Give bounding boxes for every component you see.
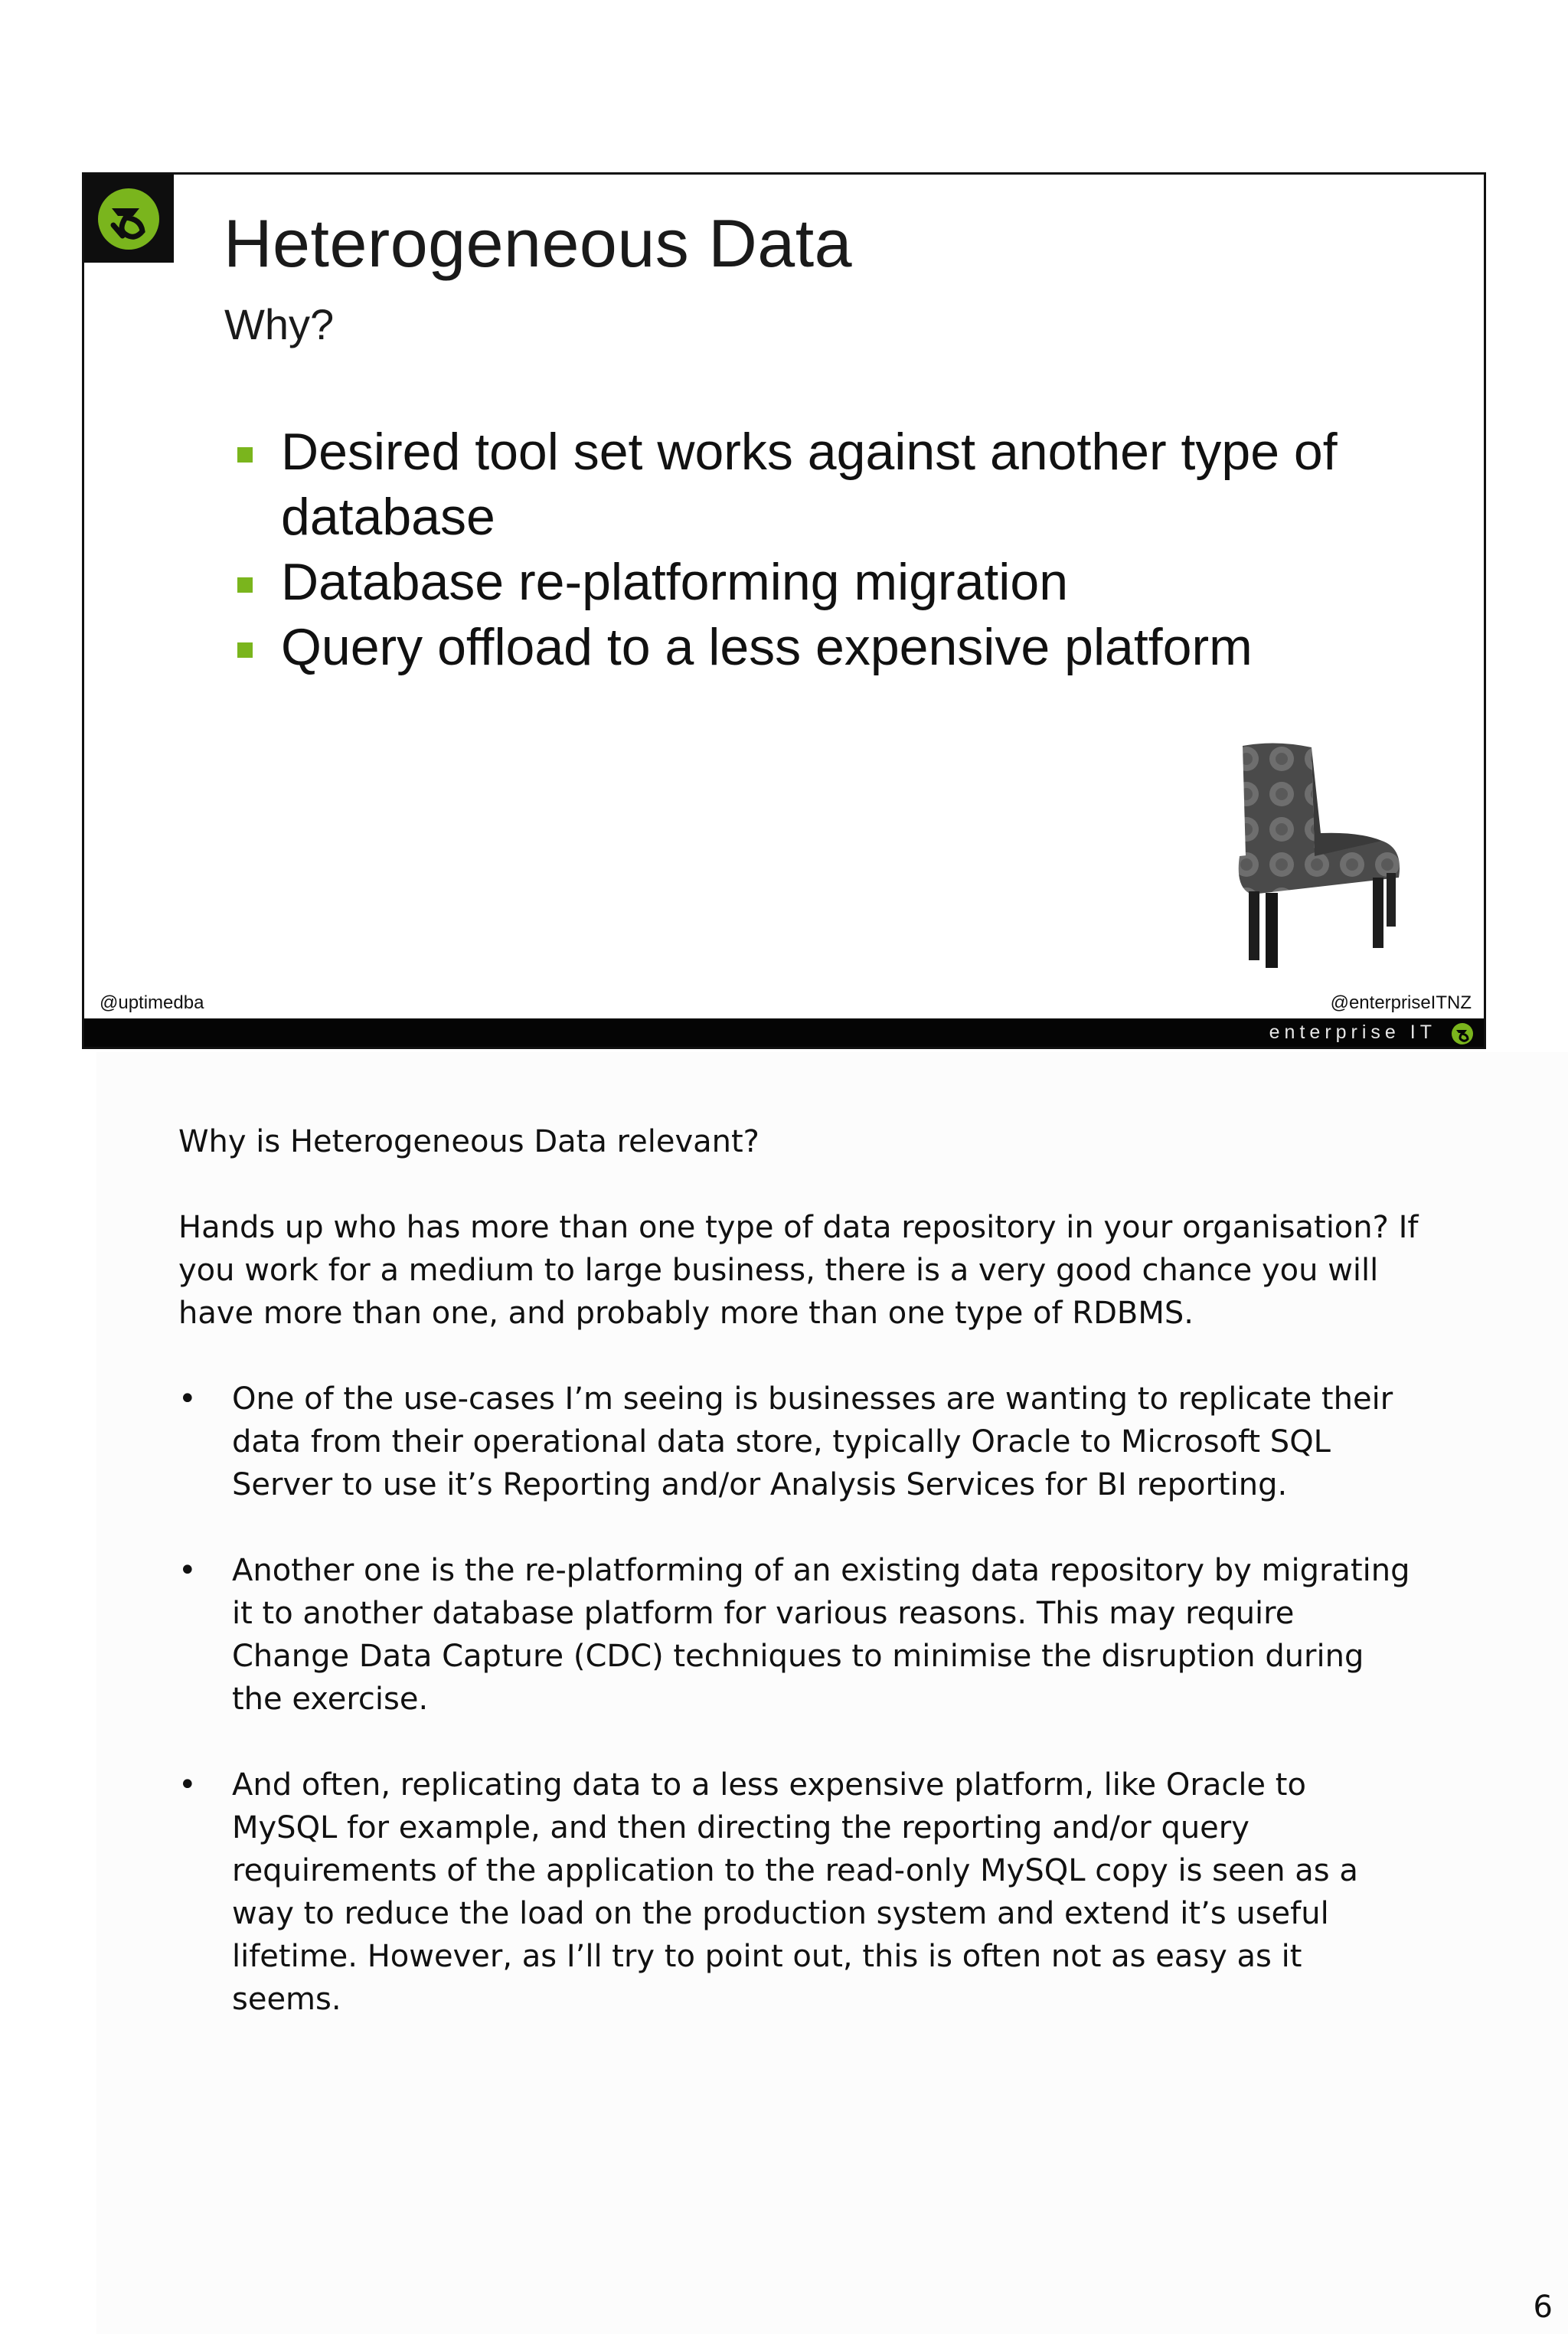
notes-bullet — [178, 1549, 1419, 1721]
notes-bullet-text: One of the use-cases I’m seeing is businesses are wanting to replicate their data from their operational data store, typically Oracle to Microsoft SQL Server to use it’s Reporting and/or Analysis Services for BI reporting. — [232, 1381, 1393, 1502]
notes-bullet — [178, 1764, 1419, 2021]
notes-bullet-text: Another one is the re-platforming of an existing data repository by migrating it to another database platform for various reasons. This may require Change Data Capture (CDC) techniques to minimise the disruption during the exercise. — [232, 1553, 1410, 1717]
speaker-notes — [178, 1120, 1419, 2064]
slide-footer — [84, 1018, 1484, 1047]
bullet-dot-icon: • — [178, 1553, 197, 1588]
slide-bullet: Query offload to a less expensive platform — [237, 615, 1462, 680]
bullet-square-icon — [237, 447, 253, 463]
notes-bullet — [178, 1378, 1419, 1506]
armchair-image — [1229, 741, 1405, 971]
notes-bullet-text: And often, replicating data to a less expensive platform, like Oracle to MySQL for example, and then directing the reporting and/or query requirements of the application to the read-only MySQL copy is seen as a way to reduce the load on the production system and extend it’s useful lifetime. However, as I’ll try to point out, this is often not as easy as it seems. — [232, 1767, 1358, 2017]
enterprise-it-logo-icon — [95, 185, 162, 253]
twitter-handle-left: @uptimedba — [100, 992, 204, 1013]
twitter-handle-right: @enterpriseITNZ — [1330, 992, 1472, 1013]
slide-title: Heterogeneous Data — [224, 205, 853, 281]
bullet-square-icon — [237, 642, 253, 658]
slide-bullet: Desired tool set works against another type of database — [237, 420, 1462, 550]
page-number: 6 — [1533, 2290, 1553, 2325]
bullet-dot-icon: • — [178, 1767, 197, 1803]
slide-bullet-list — [237, 420, 1462, 680]
slide-bullet: Database re-platforming migration — [237, 550, 1462, 615]
bullet-dot-icon: • — [178, 1381, 197, 1417]
bullet-square-icon — [237, 577, 253, 593]
logo — [84, 175, 174, 263]
slide-subtitle: Why? — [224, 300, 335, 348]
notes-heading: Why is Heterogeneous Data relevant? — [178, 1124, 760, 1159]
slide — [82, 172, 1486, 1049]
footer-logo-icon — [1450, 1022, 1475, 1046]
footer-brand: enterprise IT — [1269, 1022, 1436, 1043]
notes-intro: Hands up who has more than one type of data repository in your organisation? If you work for a medium to large business, there is a very good chance you will have more than one, and probably more than one type of RDBMS. — [178, 1210, 1419, 1331]
